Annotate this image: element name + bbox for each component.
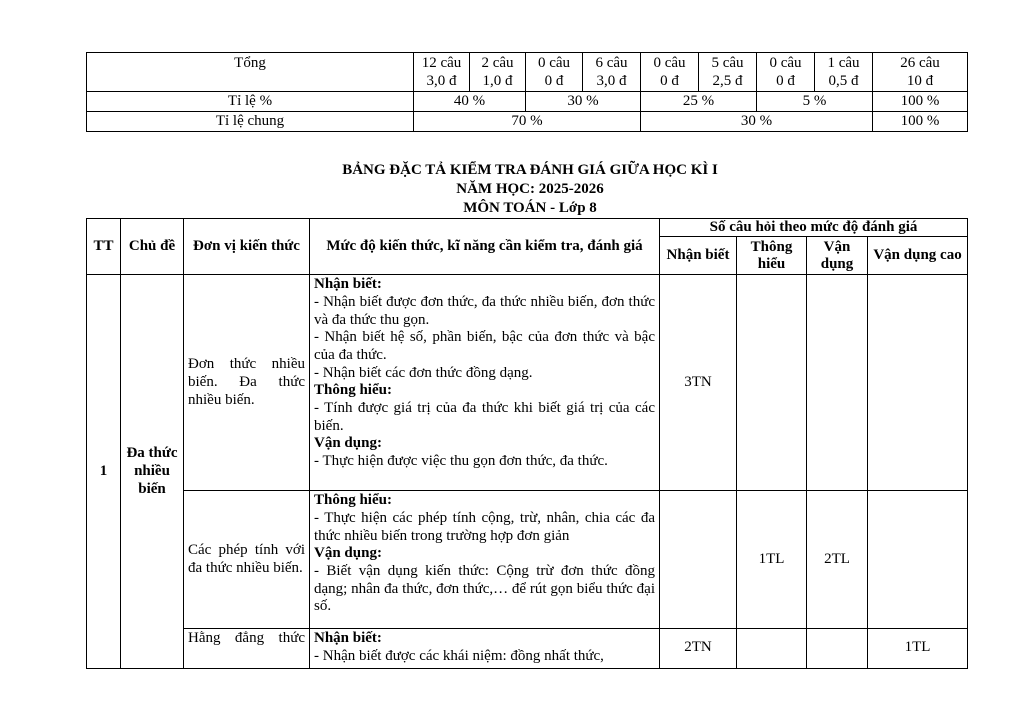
ratio-cell: 40 %: [414, 92, 526, 112]
level-heading: Nhận biết:: [314, 630, 382, 647]
total-cell: 1 câu 0,5 đ: [815, 53, 873, 92]
title-line: BẢNG ĐẶC TẢ KIỂM TRA ĐÁNH GIÁ GIỮA HỌC KÌ I: [342, 162, 718, 178]
ratio-label: Tỉ lệ %: [87, 92, 414, 112]
general-cell: 100 %: [873, 112, 968, 132]
level-heading: Thông hiểu:: [314, 492, 392, 509]
count-recognize: 2TN: [660, 629, 737, 669]
content-line: - Nhận biết được các khái niệm: đồng nhất thức,: [314, 647, 604, 664]
summary-table: [86, 52, 968, 132]
count-understand: 1TL: [737, 491, 807, 629]
header-topic: Chủ đề: [121, 219, 184, 275]
general-cell: 30 %: [641, 112, 873, 132]
content-line: - Tính được giá trị của đa thức khi biết giá trị của các biến.: [314, 400, 655, 434]
content-line: - Nhận biết được đơn thức, đa thức nhiều biến, đơn thức và đa thức thu gọn.: [314, 293, 655, 328]
header-understand: Thông hiểu: [737, 237, 807, 275]
table-row: [87, 491, 968, 629]
row-topic: Đa thức nhiều biến: [121, 275, 184, 669]
count-recognize: [660, 491, 737, 629]
spec-table: [86, 218, 968, 669]
level-heading: Nhận biết:: [314, 276, 382, 293]
count-recognize: 3TN: [660, 275, 737, 491]
general-label: Tỉ lệ chung: [87, 112, 414, 132]
header-row: [87, 219, 968, 237]
ratio-cell: 5 %: [757, 92, 873, 112]
total-cell: 0 câu 0 đ: [757, 53, 815, 92]
row-tt: 1: [87, 275, 121, 669]
ratio-cell: 30 %: [526, 92, 641, 112]
content-line: - Thực hiện được việc thu gọn đơn thức, đa thức.: [314, 453, 608, 470]
header-apply-high: Vận dụng cao: [868, 237, 968, 275]
total-cell: 2 câu 1,0 đ: [470, 53, 526, 92]
content-line: - Nhận biết hệ số, phần biến, bậc của đơn thức và bậc của đa thức.: [314, 329, 655, 363]
level-heading: Vận dụng:: [314, 435, 382, 452]
total-label: Tổng: [87, 53, 414, 92]
count-apply: [807, 629, 868, 669]
level-heading: Thông hiểu:: [314, 382, 392, 399]
row-unit: Hằng đẳng thức: [184, 629, 310, 669]
row-content: [310, 629, 660, 669]
total-cell: 5 câu 2,5 đ: [699, 53, 757, 92]
header-unit: Đơn vị kiến thức: [184, 219, 310, 275]
header-recognize: Nhận biết: [660, 237, 737, 275]
total-cell: 0 câu 0 đ: [526, 53, 583, 92]
row-content: [310, 275, 660, 491]
total-cell: 0 câu 0 đ: [641, 53, 699, 92]
count-apply: [807, 275, 868, 491]
header-tt: TT: [87, 219, 121, 275]
title-line: MÔN TOÁN - Lớp 8: [463, 200, 597, 216]
ratio-cell: 25 %: [641, 92, 757, 112]
total-cell-grand: 26 câu 10 đ: [873, 53, 968, 92]
count-apply-high: [868, 491, 968, 629]
content-line: - Biết vận dụng kiến thức: Cộng trừ đơn thức đồng dạng; nhân đa thức, đơn thức,… để rút gọn biểu thức đại số.: [314, 563, 655, 615]
count-understand: [737, 629, 807, 669]
total-cell: 6 câu 3,0 đ: [583, 53, 641, 92]
document-title: [0, 161, 1024, 218]
general-row: [87, 112, 968, 132]
table-row: [87, 275, 968, 491]
level-heading: Vận dụng:: [314, 545, 382, 562]
count-apply-high: [868, 275, 968, 491]
general-cell: 70 %: [414, 112, 641, 132]
total-row: [87, 53, 968, 92]
row-unit: Đơn thức nhiều biến. Đa thức nhiều biến.: [184, 275, 310, 491]
table-row: [87, 629, 968, 669]
row-unit: Các phép tính với đa thức nhiều biến.: [184, 491, 310, 629]
total-cell: 12 câu 3,0 đ: [414, 53, 470, 92]
ratio-cell: 100 %: [873, 92, 968, 112]
header-apply: Vận dụng: [807, 237, 868, 275]
header-group: Số câu hỏi theo mức độ đánh giá: [660, 219, 968, 237]
ratio-row: [87, 92, 968, 112]
title-line: NĂM HỌC: 2025-2026: [456, 181, 604, 197]
content-line: - Thực hiện các phép tính cộng, trừ, nhân, chia các đa thức nhiều biến trong trường hợp đơn giản: [314, 509, 655, 544]
count-apply-high: 1TL: [868, 629, 968, 669]
count-understand: [737, 275, 807, 491]
count-apply: 2TL: [807, 491, 868, 629]
header-level: Mức độ kiến thức, kĩ năng cần kiểm tra, đánh giá: [310, 219, 660, 275]
row-content: [310, 491, 660, 629]
content-line: - Nhận biết các đơn thức đồng dạng.: [314, 364, 533, 381]
